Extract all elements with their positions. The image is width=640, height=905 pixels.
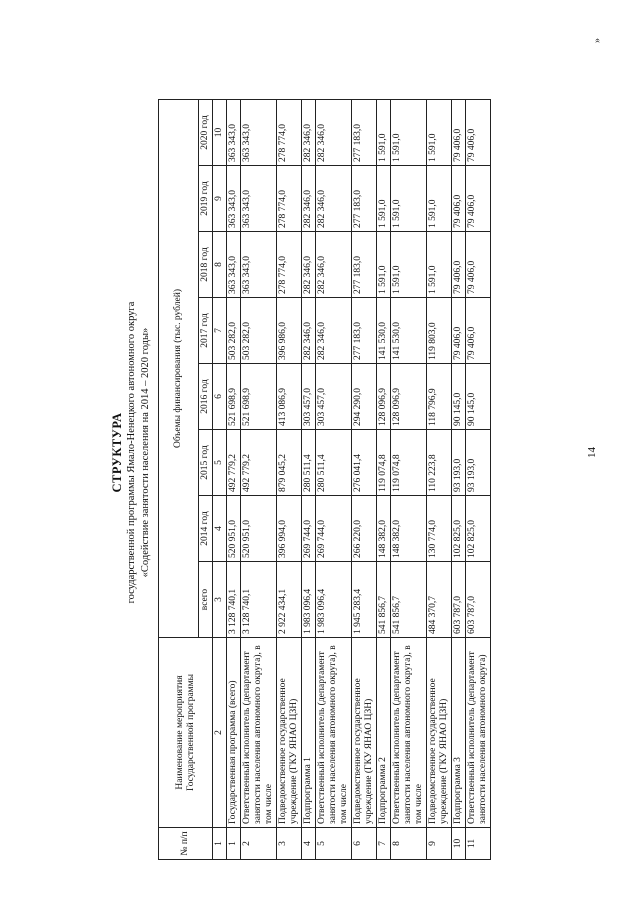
row-number: 5	[316, 828, 352, 860]
value-2018: 1 591,0	[377, 232, 391, 298]
header-total: всего	[199, 562, 213, 638]
row-number: 1	[227, 828, 241, 860]
value-2018: 79 406,0	[452, 232, 466, 298]
value-total: 3 128 740,1	[241, 562, 277, 638]
value-total: 2 922 434,1	[277, 562, 302, 638]
value-2020: 1 591,0	[427, 100, 452, 166]
value-2016: 90 145,0	[466, 364, 491, 430]
value-2019: 363 343,0	[227, 166, 241, 232]
value-2018: 79 406,0	[466, 232, 491, 298]
table-row	[377, 100, 391, 860]
table-row	[241, 100, 277, 860]
value-2015: 879 045,2	[277, 430, 302, 496]
value-2016: 521 698,9	[241, 364, 277, 430]
value-2014: 269 744,0	[316, 496, 352, 562]
table-row	[427, 100, 452, 860]
column-number: 2	[213, 638, 227, 828]
column-number: 4	[213, 496, 227, 562]
value-2019: 1 591,0	[427, 166, 452, 232]
value-2020: 282 346,0	[316, 100, 352, 166]
value-2015: 280 511,4	[316, 430, 352, 496]
value-2020: 277 183,0	[352, 100, 377, 166]
table-row	[352, 100, 377, 860]
column-number: 9	[213, 166, 227, 232]
table-row	[316, 100, 352, 860]
column-number: 5	[213, 430, 227, 496]
value-2014: 266 220,0	[352, 496, 377, 562]
row-name: Ответственный исполнитель (департамент занятости населения автономного округа), в том числе	[241, 638, 277, 828]
value-2017: 503 282,0	[227, 298, 241, 364]
value-2020: 79 406,0	[466, 100, 491, 166]
value-2014: 130 774,0	[427, 496, 452, 562]
value-2020: 1 591,0	[391, 100, 427, 166]
value-2020: 1 591,0	[377, 100, 391, 166]
value-total: 541 856,7	[377, 562, 391, 638]
value-2015: 492 779,2	[227, 430, 241, 496]
row-number: 3	[277, 828, 302, 860]
value-2019: 282 346,0	[302, 166, 316, 232]
value-2019: 1 591,0	[377, 166, 391, 232]
value-total: 484 370,7	[427, 562, 452, 638]
column-number: 6	[213, 364, 227, 430]
value-2017: 282 346,0	[316, 298, 352, 364]
table-row	[452, 100, 466, 860]
header-year: 2017 год	[199, 298, 213, 364]
value-2016: 521 698,9	[227, 364, 241, 430]
document-title: СТРУКТУРА	[110, 412, 124, 493]
value-2014: 102 825,0	[466, 496, 491, 562]
value-2016: 128 096,9	[391, 364, 427, 430]
value-2014: 396 994,0	[277, 496, 302, 562]
value-2015: 110 223,8	[427, 430, 452, 496]
page-number: 14	[586, 447, 598, 458]
value-2019: 277 183,0	[352, 166, 377, 232]
value-2017: 119 803,0	[427, 298, 452, 364]
header-year: 2020 год	[199, 100, 213, 166]
value-total: 603 787,0	[452, 562, 466, 638]
row-number: 2	[241, 828, 277, 860]
value-2019: 1 591,0	[391, 166, 427, 232]
value-total: 541 856,7	[391, 562, 427, 638]
column-number: 10	[213, 100, 227, 166]
header-year: 2015 год	[199, 430, 213, 496]
value-2019: 278 774,0	[277, 166, 302, 232]
value-2018: 363 343,0	[227, 232, 241, 298]
document-subtitle-line-1: государственной программы Ямало-Ненецкого автономного округа	[126, 301, 137, 604]
value-2014: 520 951,0	[227, 496, 241, 562]
row-name: Ответственный исполнитель (департамент занятости населения автономного округа)	[466, 638, 491, 828]
value-2018: 363 343,0	[241, 232, 277, 298]
row-name: Подведомственное государственное учреждение (ГКУ ЯНАО ЦЗН)	[352, 638, 377, 828]
value-2018: 1 591,0	[427, 232, 452, 298]
row-number: 6	[352, 828, 377, 860]
value-2018: 282 346,0	[302, 232, 316, 298]
value-2020: 278 774,0	[277, 100, 302, 166]
value-2018: 282 346,0	[316, 232, 352, 298]
header-year: 2016 год	[199, 364, 213, 430]
value-2014: 269 744,0	[302, 496, 316, 562]
value-2014: 102 825,0	[452, 496, 466, 562]
row-number: 4	[302, 828, 316, 860]
value-total: 3 128 740,1	[227, 562, 241, 638]
value-2015: 276 041,4	[352, 430, 377, 496]
row-number: 10	[452, 828, 466, 860]
value-total: 1 945 283,4	[352, 562, 377, 638]
value-2018: 1 591,0	[391, 232, 427, 298]
value-2016: 90 145,0	[452, 364, 466, 430]
value-2016: 294 290,0	[352, 364, 377, 430]
table-row	[227, 100, 241, 860]
value-2016: 413 086,9	[277, 364, 302, 430]
row-name: Подпрограмма 2	[377, 638, 391, 828]
value-2016: 303 457,0	[316, 364, 352, 430]
value-2016: 118 796,9	[427, 364, 452, 430]
row-name: Подпрограмма 3	[452, 638, 466, 828]
table-row	[391, 100, 427, 860]
header-year: 2014 год	[199, 496, 213, 562]
header-number: № п/п	[159, 828, 213, 860]
value-2017: 503 282,0	[241, 298, 277, 364]
value-2015: 492 779,2	[241, 430, 277, 496]
value-2019: 363 343,0	[241, 166, 277, 232]
row-name: Ответственный исполнитель (департамент занятости населения автономного округа), в том числе	[316, 638, 352, 828]
value-2015: 119 074,8	[377, 430, 391, 496]
row-number: 9	[427, 828, 452, 860]
value-2019: 79 406,0	[452, 166, 466, 232]
header-funding: Объемы финансирования (тыс. рублей)	[159, 100, 199, 638]
row-name: Подведомственное государственное учреждение (ГКУ ЯНАО ЦЗН)	[427, 638, 452, 828]
table-row	[466, 100, 491, 860]
value-2017: 79 406,0	[466, 298, 491, 364]
value-2014: 520 951,0	[241, 496, 277, 562]
funding-structure-table	[158, 99, 491, 860]
value-2020: 363 343,0	[241, 100, 277, 166]
value-2019: 79 406,0	[466, 166, 491, 232]
value-total: 603 787,0	[466, 562, 491, 638]
value-2015: 119 074,8	[391, 430, 427, 496]
column-number: 7	[213, 298, 227, 364]
value-total: 1 983 096,4	[302, 562, 316, 638]
document-subtitle-line-2: «Содействие занятости населения на 2014 – 2020 годы»	[140, 327, 151, 578]
header-year: 2018 год	[199, 232, 213, 298]
table-row	[302, 100, 316, 860]
value-total: 1 983 096,4	[316, 562, 352, 638]
value-2017: 141 530,0	[377, 298, 391, 364]
row-number: 11	[466, 828, 491, 860]
column-number: 3	[213, 562, 227, 638]
row-name: Государственная программа (всего)	[227, 638, 241, 828]
value-2015: 93 193,0	[466, 430, 491, 496]
value-2015: 93 193,0	[452, 430, 466, 496]
value-2020: 79 406,0	[452, 100, 466, 166]
value-2018: 278 774,0	[277, 232, 302, 298]
value-2018: 277 183,0	[352, 232, 377, 298]
value-2017: 282 346,0	[302, 298, 316, 364]
column-number: 1	[213, 828, 227, 860]
value-2014: 148 382,0	[391, 496, 427, 562]
value-2016: 128 096,9	[377, 364, 391, 430]
table-row	[277, 100, 302, 860]
value-2019: 282 346,0	[316, 166, 352, 232]
row-number: 8	[391, 828, 427, 860]
row-number: 7	[377, 828, 391, 860]
value-2020: 363 343,0	[227, 100, 241, 166]
value-2017: 277 183,0	[352, 298, 377, 364]
corner-mark: »	[592, 38, 603, 43]
row-name: Ответственный исполнитель (департамент занятости населения автономного округа), в том числе	[391, 638, 427, 828]
value-2017: 396 986,0	[277, 298, 302, 364]
row-name: Подведомственное государственное учреждение (ГКУ ЯНАО ЦЗН)	[277, 638, 302, 828]
header-name: Наименование мероприятия Государственной программы	[159, 638, 213, 828]
value-2014: 148 382,0	[377, 496, 391, 562]
value-2015: 280 511,4	[302, 430, 316, 496]
value-2020: 282 346,0	[302, 100, 316, 166]
column-number: 8	[213, 232, 227, 298]
row-name: Подпрограмма 1	[302, 638, 316, 828]
header-year: 2019 год	[199, 166, 213, 232]
value-2017: 79 406,0	[452, 298, 466, 364]
value-2016: 303 457,0	[302, 364, 316, 430]
value-2017: 141 530,0	[391, 298, 427, 364]
